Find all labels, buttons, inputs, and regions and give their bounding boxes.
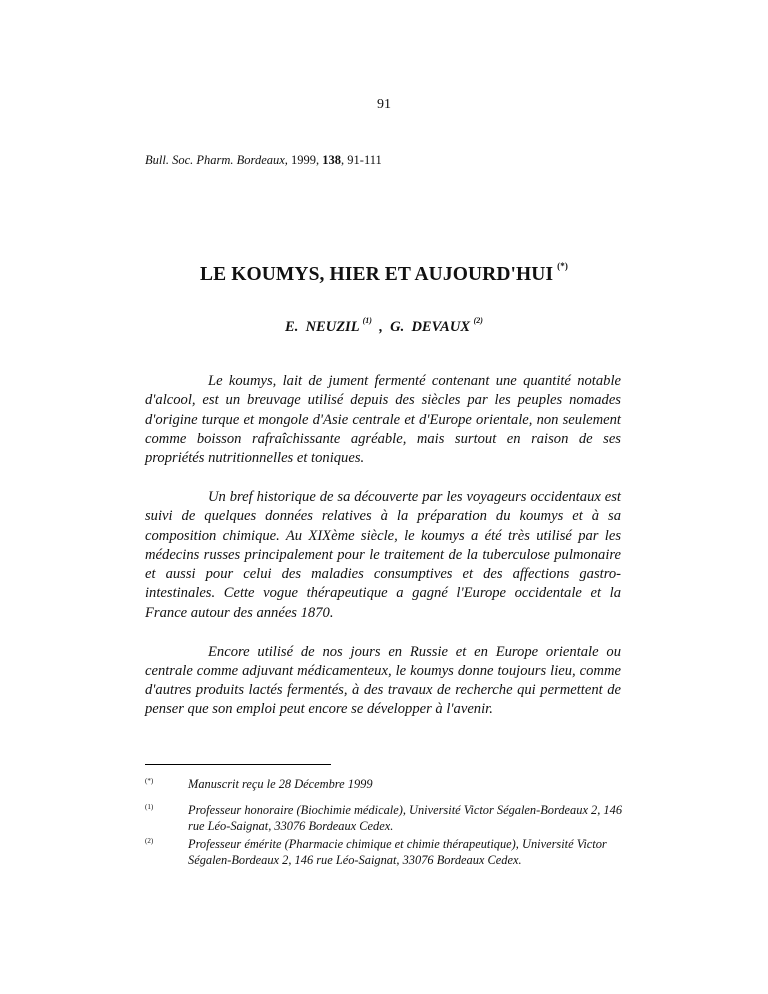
title-footnote-mark: (*) — [557, 261, 568, 271]
author-devaux: G. DEVAUX — [390, 319, 470, 335]
citation-pages: , 91-111 — [341, 153, 382, 167]
abstract-paragraph: Le koumys, lait de jument fermenté contenant une quantité notable d'alcool, est un breuvage utilisé depuis des siècles par les peuples nomades d'origine turque et mongole d'Asie centrale et d'Europe orientale, non seulement comme boisson rafraîchissante agréable, mais surtout en raison de ses propriétés nutritionnelles et toniques. — [145, 373, 621, 467]
author-separator: , — [371, 319, 391, 335]
title-text: LE KOUMYS, HIER ET AUJOURD'HUI — [200, 264, 554, 285]
author-neuzil-mark: (1) — [362, 316, 372, 325]
page-number: 91 — [377, 97, 391, 112]
footnote-author-1 — [145, 803, 625, 834]
footnote-text: Professeur honoraire (Biochimie médicale), Université Victor Ségalen-Bordeaux 2, 146 rue Léo-Saignat, 33076 Bordeaux Cedex. — [188, 803, 623, 833]
author-line — [0, 316, 768, 336]
abstract — [145, 372, 621, 739]
footnote-manuscript — [145, 777, 625, 793]
author-neuzil: E. NEUZIL — [285, 319, 360, 335]
article-title — [0, 261, 768, 286]
footnote-mark: (2) — [145, 837, 154, 845]
footnote-mark: (*) — [145, 777, 154, 785]
journal-name: Bull. Soc. Pharm. Bordeaux, — [145, 153, 288, 167]
author-devaux-mark: (2) — [473, 316, 483, 325]
citation-volume: 138 — [322, 153, 342, 167]
abstract-paragraph: Encore utilisé de nos jours en Russie et en Europe orientale ou centrale comme adjuvant médicamenteux, le koumys donne toujours lieu, comme d'autres produits lactés fermentés, à des travaux de recherche qui permettent de penser que son emploi peut encore se développer à l'avenir. — [145, 643, 621, 718]
footnote-author-2 — [145, 837, 625, 868]
footnote-text: Professeur émérite (Pharmacie chimique et chimie thérapeutique), Université Victor Ségalen-Bordeaux 2, 146 rue Léo-Saignat, 33076 Bordeaux Cedex. — [188, 837, 607, 867]
abstract-paragraph: Un bref historique de sa découverte par les voyageurs occidentaux est suivi de quelques données relatives à la préparation du koumys et à sa composition chimique. Au XIXème siècle, le koumys a été très utilisé par les médecins russes principalement pour le traitement de la tuberculose pulmonaire et aussi pour celui des maladies consumptives et des affections gastro-intestinales. Cette vogue thérapeutique a gagné l'Europe occidentale et la France autour des années 1870. — [145, 488, 621, 621]
footnote-separator — [145, 764, 331, 765]
footnote-text: Manuscrit reçu le 28 Décembre 1999 — [188, 777, 373, 791]
footnote-mark: (1) — [145, 803, 154, 811]
journal-citation — [145, 153, 382, 168]
citation-year: 1999, — [287, 153, 323, 167]
